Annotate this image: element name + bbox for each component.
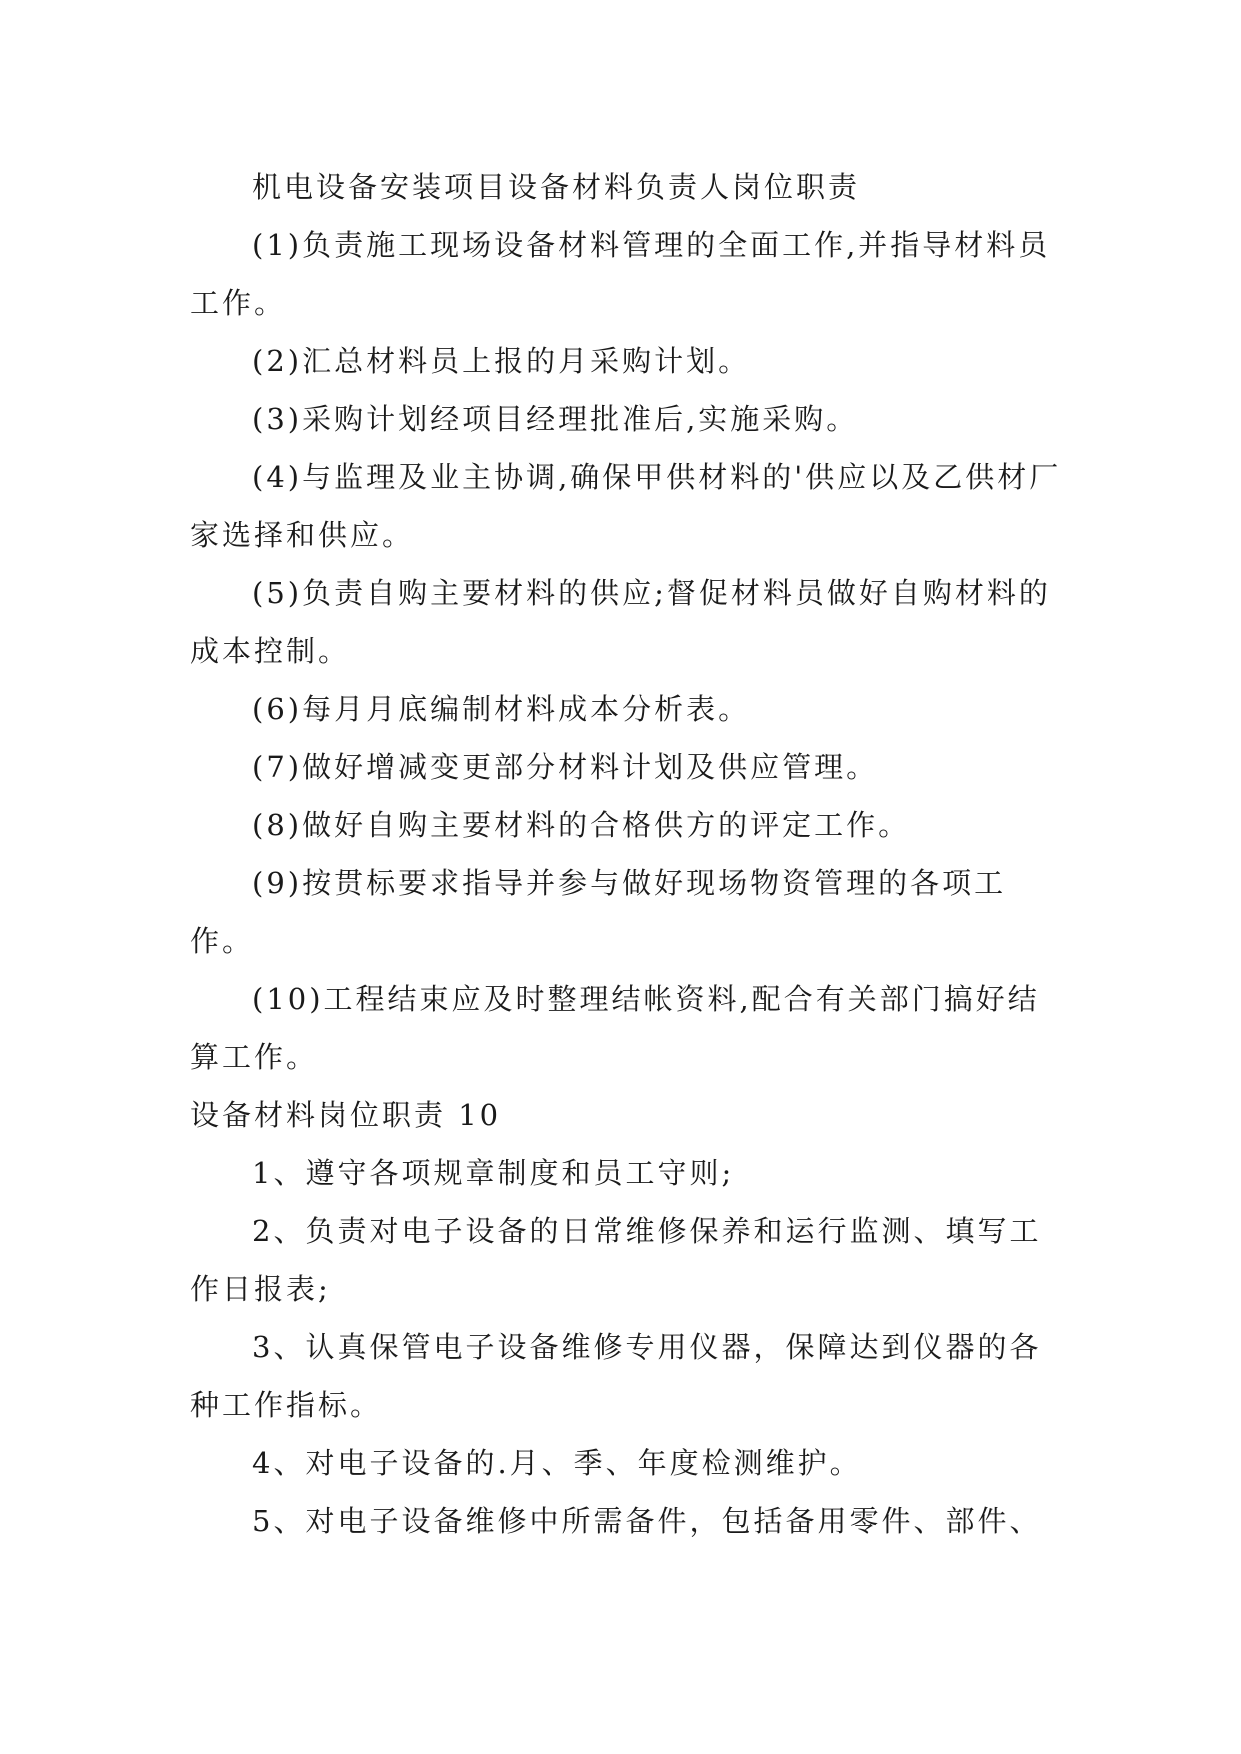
document-body: [190, 158, 1062, 1550]
list-item: (3)采购计划经项目经理批准后,实施采购。: [252, 402, 859, 436]
list-item: (9)按贯标要求指导并参与做好现场物资管理的各项工作。: [190, 866, 1007, 958]
list-item: 1、遵守各项规章制度和员工守则;: [252, 1156, 735, 1190]
list-item: 3、认真保管电子设备维修专用仪器，保障达到仪器的各种工作指标。: [190, 1330, 1042, 1422]
list-item: (2)汇总材料员上报的月采购计划。: [252, 344, 751, 378]
list-item: (4)与监理及业主协调,确保甲供材料的'供应以及乙供材厂家选择和供应。: [190, 460, 1062, 552]
list-item: (10)工程结束应及时整理结帐资料,配合有关部门搞好结算工作。: [190, 982, 1040, 1074]
list-item: (5)负责自购主要材料的供应;督促材料员做好自购材料的成本控制。: [190, 576, 1051, 668]
list-item: (6)每月月底编制材料成本分析表。: [252, 692, 751, 726]
list-item: 4、对电子设备的.月、季、年度检测维护。: [252, 1446, 862, 1480]
section-heading: 设备材料岗位职责 10: [190, 1098, 502, 1132]
list-item: (7)做好增减变更部分材料计划及供应管理。: [252, 750, 879, 784]
list-item: (1)负责施工现场设备材料管理的全面工作,并指导材料员工作。: [190, 228, 1051, 320]
list-item: 2、负责对电子设备的日常维修保养和运行监测、填写工作日报表;: [190, 1214, 1042, 1306]
list-item: (8)做好自购主要材料的合格供方的评定工作。: [252, 808, 911, 842]
list-item: 5、对电子设备维修中所需备件，包括备用零件、部件、: [252, 1504, 1042, 1538]
document-title: 机电设备安装项目设备材料负责人岗位职责: [252, 170, 861, 204]
